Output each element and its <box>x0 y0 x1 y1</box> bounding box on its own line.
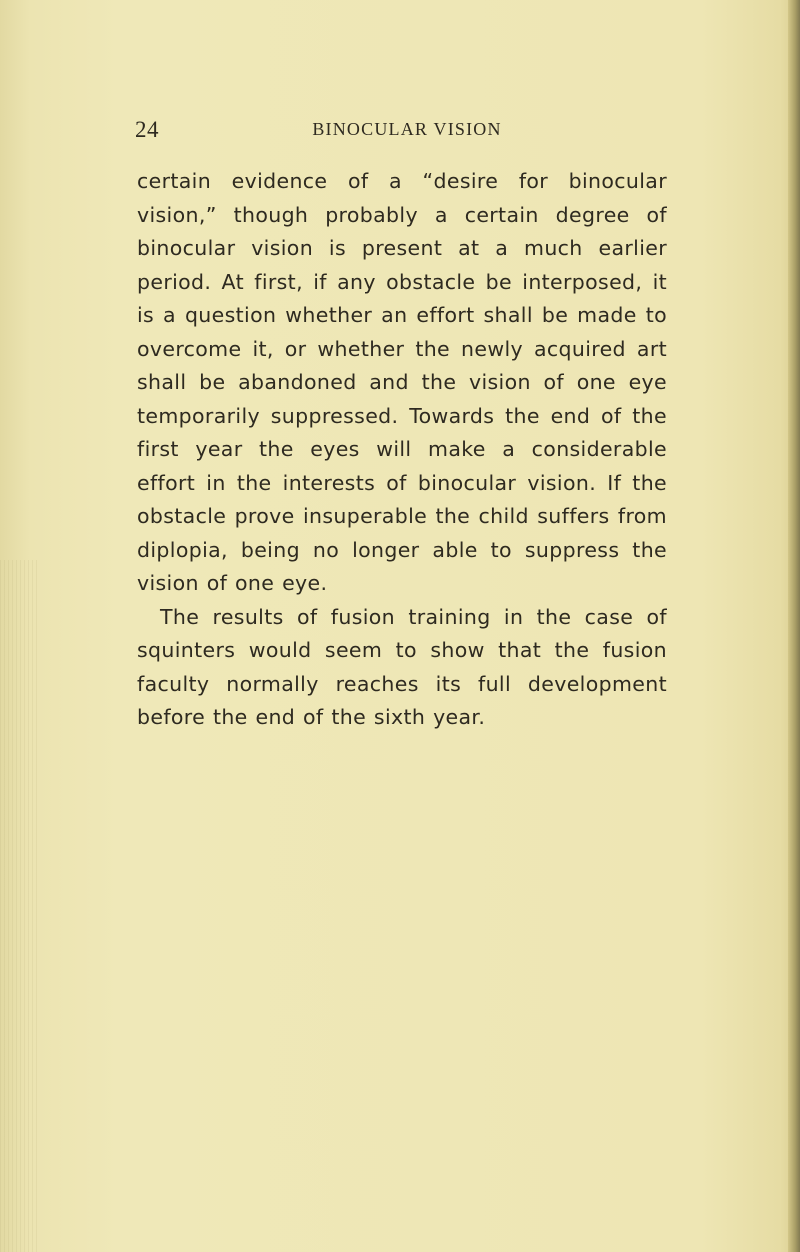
page-edge <box>788 0 800 1252</box>
paragraph: The results of fusion training in the case of squinters would seem to show that the fusion faculty normally reaches its full development before the end of the sixth year. <box>137 604 667 729</box>
page-header <box>135 117 667 145</box>
running-head: BINOCULAR VISION <box>312 119 502 139</box>
page-number: 24 <box>135 117 159 142</box>
page-binding-shadow <box>0 560 40 1252</box>
body-text <box>137 165 667 735</box>
paragraph: certain evidence of a “desire for binocular vision,” though probably a certain degree of binocular vision is present at a much earlier period. At first, if any obstacle be interposed, it is a question whether an effort shall be made to overcome it, or whether the newly acquired art shall be abandoned and the vision of one eye temporarily suppressed. Towards the end of the first year the eyes will make a considerable effort in the interests of binocular vision. If the obstacle prove insuperable the child suffers from diplopia, being no longer able to suppress the vision of one eye. <box>137 169 667 595</box>
